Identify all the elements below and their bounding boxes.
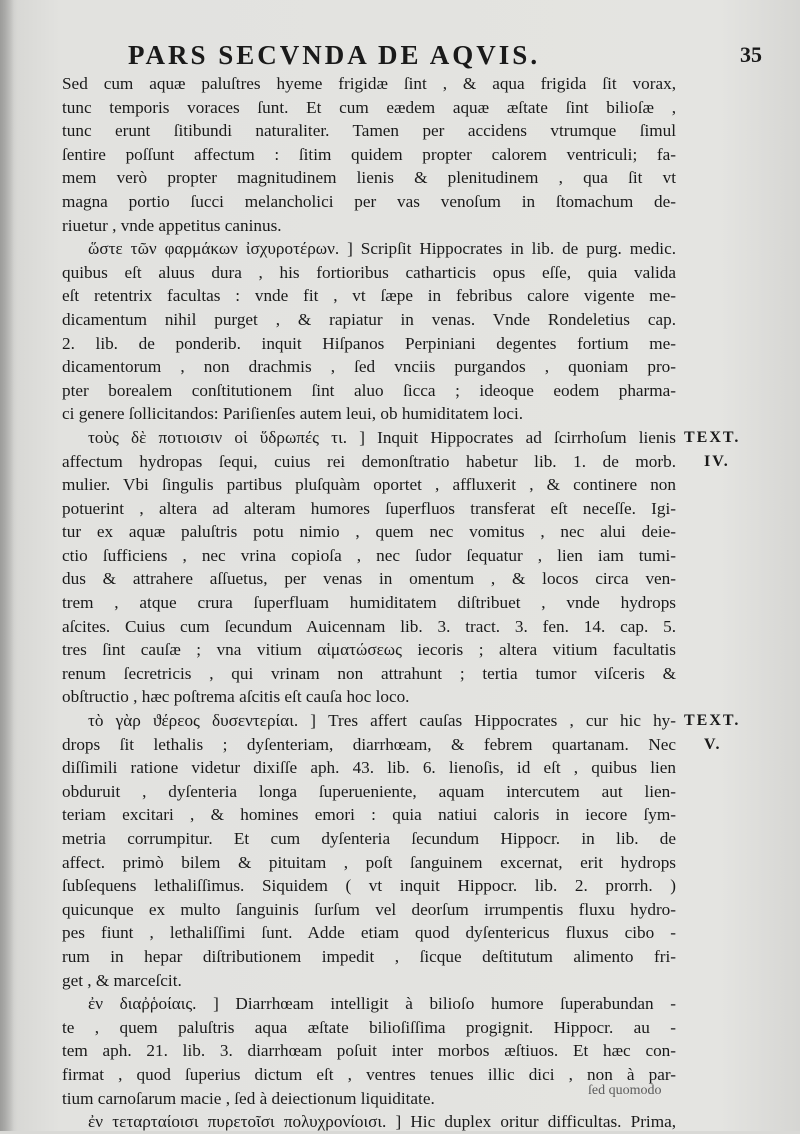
page-number: 35 — [740, 42, 762, 67]
text-line: aſcites. Cuius cum ſecundum Auicennam lib. 3. tract. 3. fen. 14. cap. 5. — [62, 616, 676, 636]
text-line: magna portio ſucci melancholici per vas venoſum in ſtomachum de- — [62, 191, 676, 211]
text-line: ὥστε τῶν φαρμάκων ἰσχυροτέρων. ] Scripſit Hippocrates in lib. de purg. medic. — [88, 239, 676, 259]
text-line: firmat , quod ſuperius dictum eſt , ventres tenues illic dici , non à par- — [62, 1064, 676, 1084]
text-line: ἐν τεταρταίοισι πυρετοῖσι πολυχρονίοισι. ] Hic duplex oritur difficultas. Prima, — [88, 1112, 676, 1132]
page-header — [0, 36, 800, 76]
text-line: diſſimili ratione videtur dixiſſe aph. 43. lib. 6. lienoſis, id eſt , quibus lien — [62, 758, 676, 778]
text-line: tunc erunt ſitibundi naturaliter. Tamen per accidens vtrumque ſimul — [62, 121, 676, 141]
text-line: ſentire poſſunt affectum : ſitim quidem propter calorem ventriculi; fa- — [62, 144, 676, 164]
text-line: pter borealem conſtitutionem ſint aluo ſicca ; ideoque eodem pharma- — [62, 380, 676, 400]
text-line: ci genere ſollicitandos: Pariſienſes autem leui, ob humiditatem loci. — [62, 404, 524, 424]
text-line: metria corrumpitur. Et cum dyſenteria ſecundum Hippocr. in lib. de — [62, 829, 676, 848]
text-line: affectum hydropas ſequi, cuius rei demonſtratio habetur lib. 1. de morb. — [62, 451, 676, 471]
margin-note: V. — [704, 735, 722, 753]
margin-note: TEXT. — [684, 429, 741, 446]
text-line: dus & attrahere aſſuetus, per venas in omentum , & locos circa ven- — [62, 569, 676, 589]
binding-shadow — [0, 0, 14, 1131]
text-line: ἐν διαῤῥοίαις. ] Diarrhœam intelligit à bilioſo humore ſuperabundan - — [88, 994, 676, 1014]
text-line: quicunque ex multo ſanguinis ſurſum vel deorſum irrumpentis fluxu hydro- — [62, 899, 676, 919]
text-line: 2. lib. de ponderib. inquit Hiſpanos Perpiniani degentes fortium me- — [62, 333, 676, 353]
body-text — [62, 72, 676, 1134]
text-line: eſt retentrix facultas : vnde fit , vt ſæpe in febribus calore vigente me- — [62, 286, 676, 306]
margin-note: TEXT. — [684, 712, 741, 730]
text-line: get , & marceſcit. — [62, 970, 182, 990]
text-line: teriam excitari , & homines emori : quia natiui caloris in iecore ſym- — [62, 805, 676, 825]
text-line: τὸ γὰρ ϑέρεος δυσεντερίαι. ] Tres affert cauſas Hippocrates , cur hic hy- — [88, 711, 676, 731]
text-line: mem verò propter magnitudinem lienis & plenitudinem , qua ſit vt — [62, 168, 676, 188]
text-line: tur ex aquæ paluſtris potu nimio , quem nec vomitus , nec alui deie- — [62, 522, 676, 542]
text-line: tunc temporis voraces ſunt. Et cum eædem aquæ æſtate ſint bilioſæ , — [62, 97, 676, 117]
text-line: Sed cum aquæ paluſtres hyeme frigidæ ſint , & aqua frigida ſit vorax, — [62, 74, 676, 93]
text-line: te , quem paluſtris aqua æſtate bilioſiſſima progignit. Hippocr. au - — [62, 1017, 676, 1037]
text-line: renum ſecretricis , qui vrinam non attrahunt ; tertia tumor viſceris & — [62, 663, 676, 683]
text-line: tem aph. 21. lib. 3. diarrhœam poſuit inter morbos æſtiuos. Et hæc con- — [62, 1041, 676, 1061]
text-line: ctio ſufficiens , nec vrina copioſa , nec ſudor ſequatur , lien iam tumi- — [62, 545, 676, 565]
margin-note: IV. — [704, 452, 730, 470]
margin-notes — [684, 0, 794, 1131]
text-line: τοὺς δὲ ποτιοισιν οἱ ὕδρωπές τι. ] Inquit Hippocrates ad ſcirrhoſum lienis — [88, 427, 676, 447]
text-line: riuetur , vnde appetitus caninus. — [62, 215, 282, 235]
text-line: dicamentorum , non drachmis , ſed vnciis purgandos , quoniam pro- — [62, 357, 676, 377]
text-line: obſtructio , hæc poſtrema aſcitis eſt cauſa hoc loco. — [62, 687, 410, 707]
text-line: obduruit , dyſenteria longa ſuperueniente, aquam intercutem aut lien- — [62, 781, 676, 801]
catchword: ſed quomodo — [588, 1083, 662, 1098]
text-line: rum in hepar diſtributionem impedit , ſicque deſtitutum alimento fri- — [62, 946, 676, 966]
text-line: tres ſint cauſæ ; vna vitium αἱματώσεως iecoris ; altera vitium facultatis — [62, 640, 676, 660]
text-line: ſubſequens lethaliſſimus. Siquidem ( vt inquit Hippocr. lib. 2. prorrh. ) — [62, 876, 676, 896]
text-line: trem , atque crura ſuperfluam humiditatem diſtribuet , vnde hydrops — [62, 593, 676, 613]
text-line: mulier. Vbi ſingulis partibus pluſquàm oportet , affluxerit , & continere non — [62, 475, 676, 495]
text-line: drops ſit lethalis ; dyſenteriam, diarrhœam, & febrem quartanam. Nec — [62, 734, 676, 754]
text-line: potuerint , altera ad alteram humores ſuperfluos transferat eſt neceſſe. Igi- — [62, 498, 676, 518]
text-line: affect. primò bilem & pituitam , poſt ſanguinem excernat, erit hydrops — [62, 852, 676, 872]
text-line: dicamentum nihil purget , & rapiatur in venas. Vnde Rondeletius cap. — [62, 309, 676, 329]
running-title: PARS SECVNDA DE AQVIS. — [128, 40, 541, 70]
text-line: quibus eſt aluus dura , his fortioribus catharticis opus eſſe, quia valida — [62, 262, 676, 282]
text-line: tium carnoſarum macie , ſed à deiectionum liquiditate. — [62, 1088, 435, 1108]
text-line: pes fiunt , lethaliſſimi ſunt. Adde etiam quod dyſentericus fluxus cibo - — [62, 923, 676, 943]
